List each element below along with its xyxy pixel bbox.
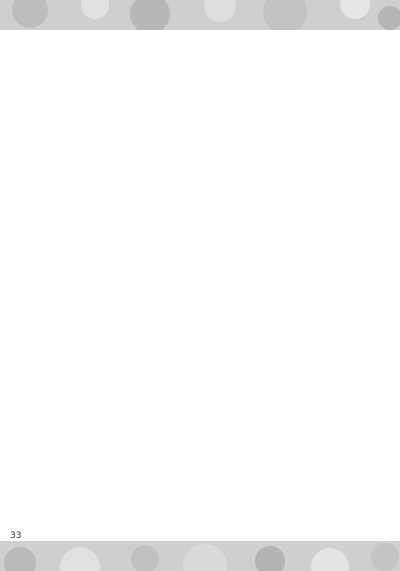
top-decorative-border: [0, 0, 400, 30]
bottom-decorative-border: [0, 541, 400, 571]
lower-text-block: [45, 290, 345, 515]
vertical-text-area: [40, 40, 362, 510]
upper-text-block: [45, 40, 345, 265]
page-number: 33: [10, 531, 22, 541]
